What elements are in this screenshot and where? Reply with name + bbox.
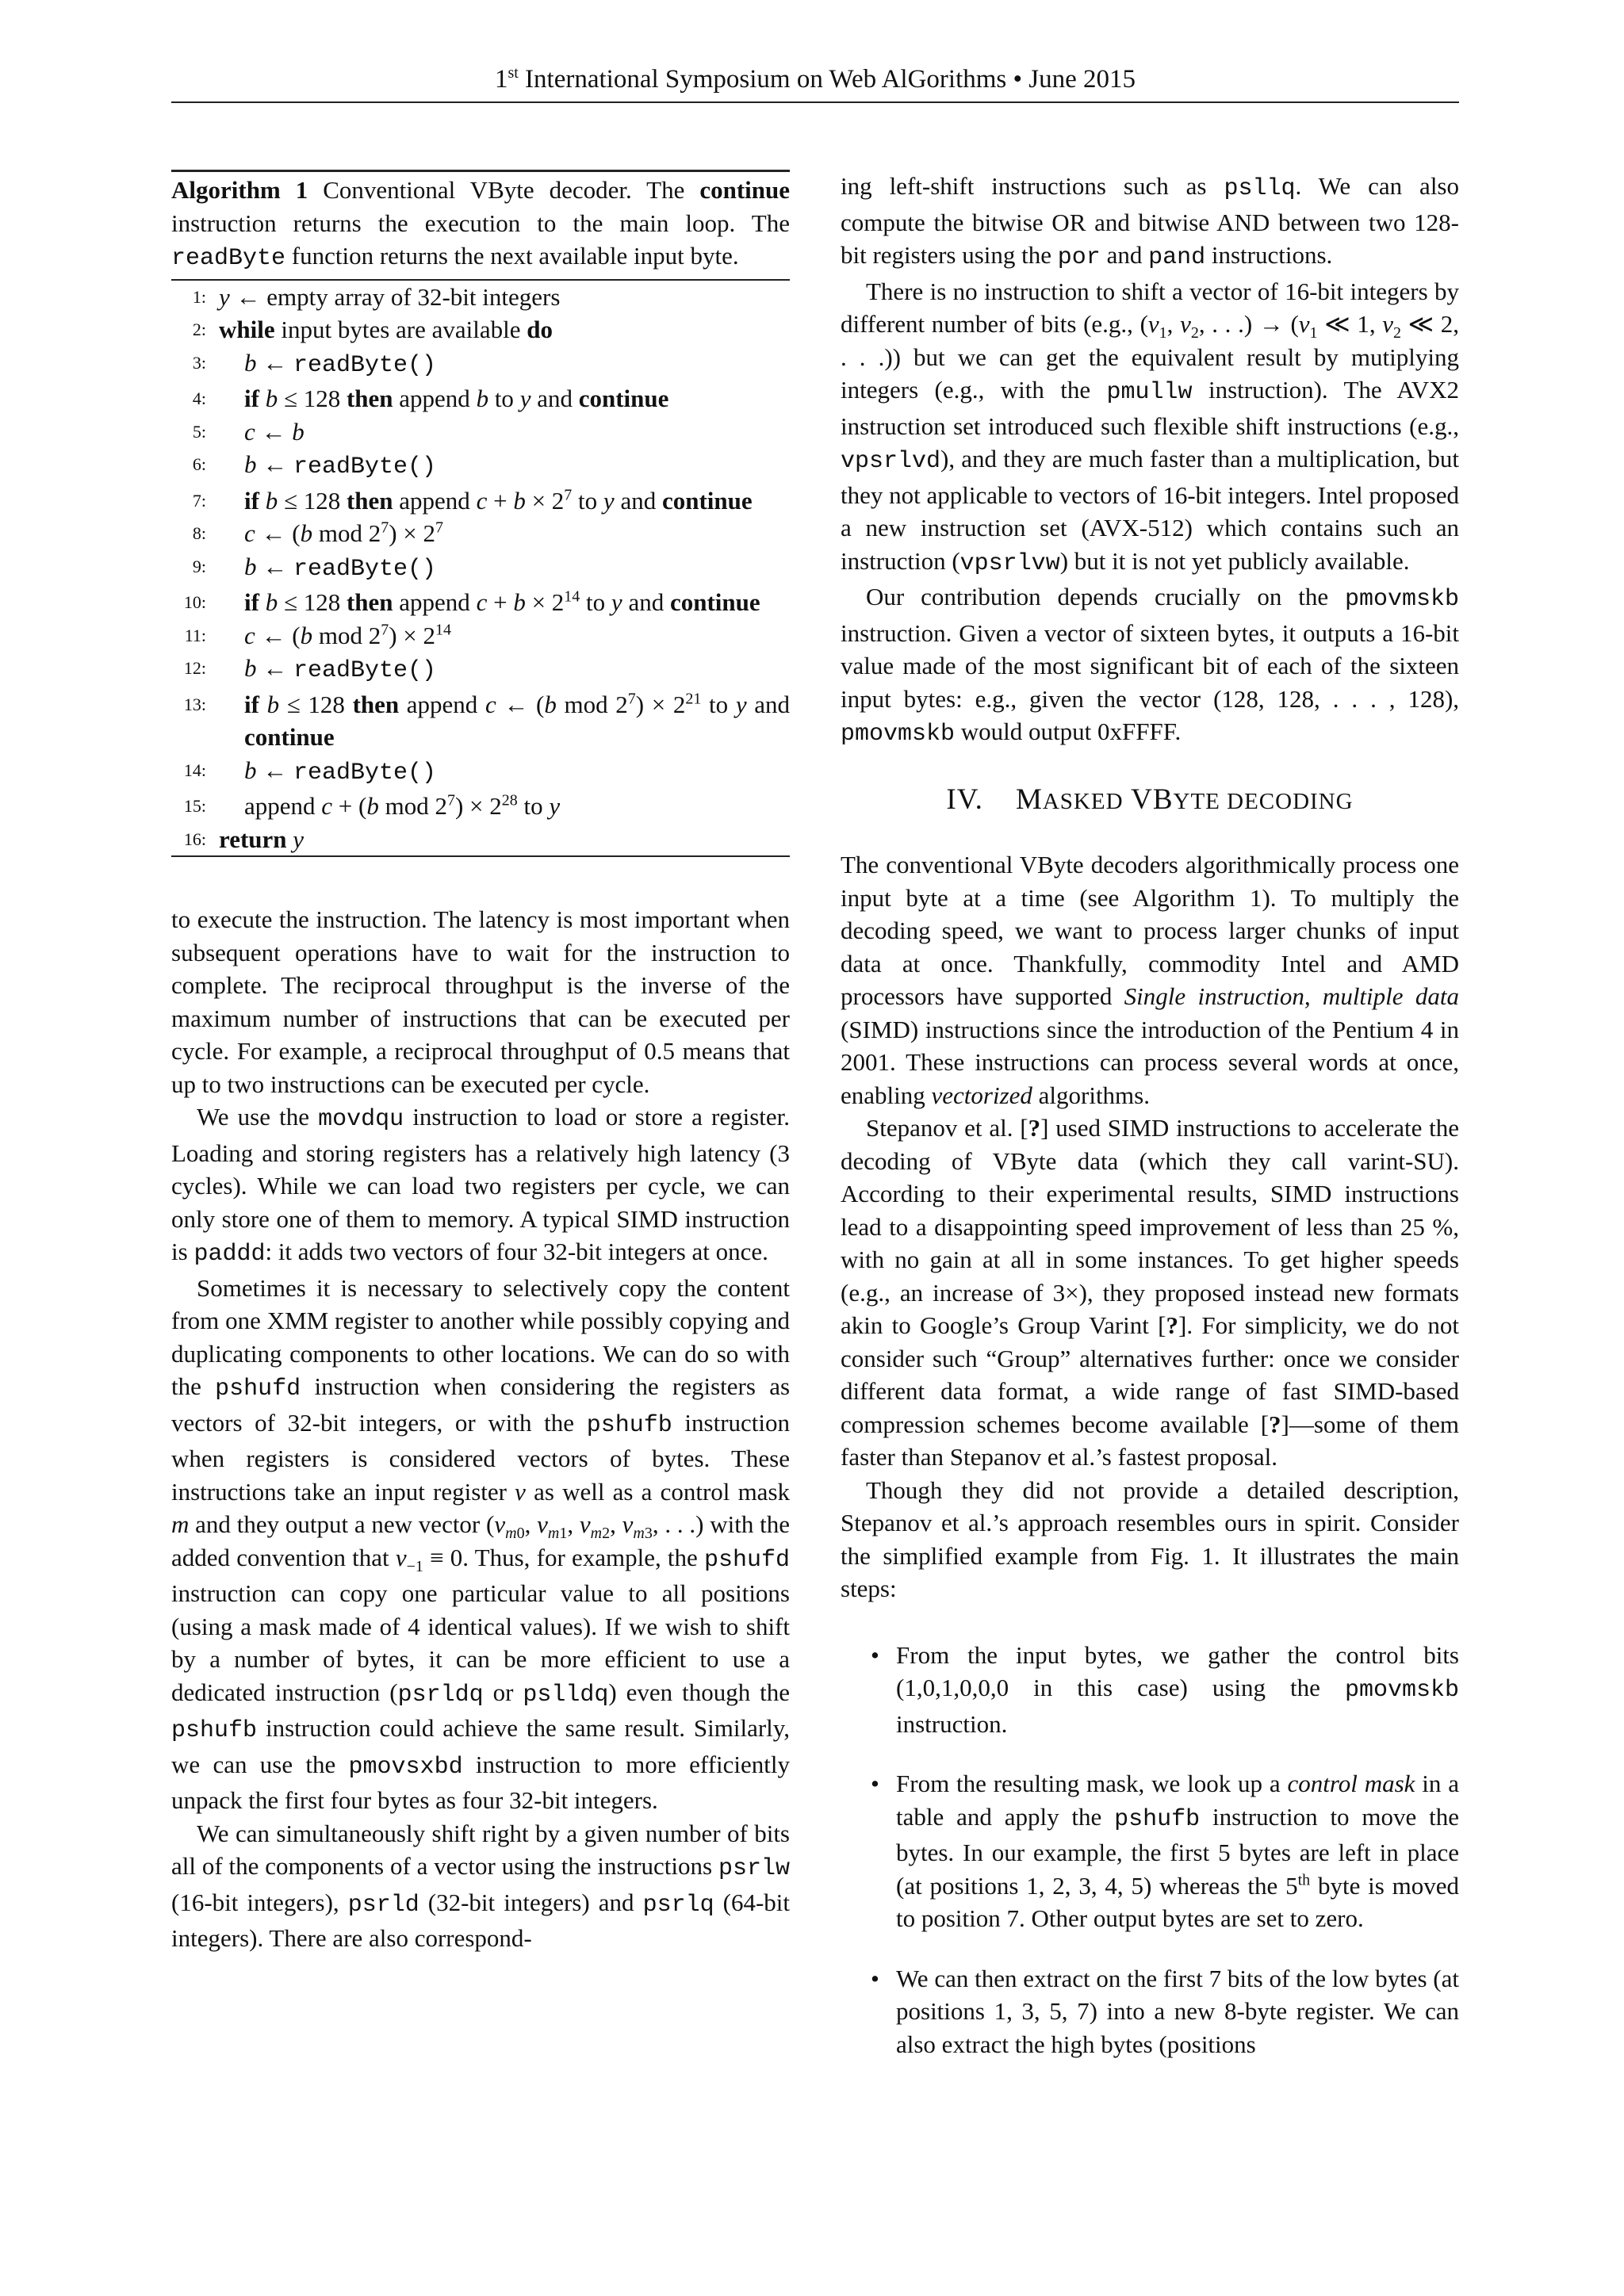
algorithm-line: 6: b ← readByte() xyxy=(192,450,437,480)
list-item: • From the resulting mask, we look up a control mask in a table and apply the pshufb instruction to move the bytes. In our example, the first 5 bytes are left in place (at positions 1, 2, 3, 4, 5) whereas the 5th byte is moved to position 7. Other output bytes are set to zero. xyxy=(871,1770,1460,1932)
running-header: 1st International Symposium on Web AlGorithms • June 2015 xyxy=(494,64,1136,94)
algorithm-line: 9: b ← readByte() xyxy=(192,552,437,583)
algorithm-line: 12: b ← readByte() xyxy=(183,654,437,684)
algorithm-line: 14: b ← readByte() xyxy=(183,756,437,786)
paragraph: ing left-shift instructions such as psllq. We can also compute the bitwise OR and bitwise AND between two 128-bit registers using the por and pand instructions. xyxy=(841,172,1459,271)
left-column xyxy=(171,170,790,1955)
algorithm-line: 5: c ← b xyxy=(192,417,304,446)
paragraph: There is no instruction to shift a vector of 16-bit integers by different number of bits (e.g., ($v_1$, $v_2$, . . .) → ($v_1$ ≪ 1, $v_2$ ≪ 2, . . .)) but we can get the equivalent result by mutiplying integers (e.g., with the pmullw instruction). The AVX2 instruction set introduced such flexible shift instructions (e.g., vpsrlvd), and they are much faster than a multiplication, but they not applicable to vectors of 16-bit integers. Intel proposed a new instruction set (AVX-512) which contains such an instruction (vpsrlvw) but it is not yet publicly available. xyxy=(841,277,1460,577)
algorithm-line: 16: return y xyxy=(183,825,304,853)
algorithm-line: 15: append c + (b mod $2^7) \times 2^{28}$ to y xyxy=(183,791,561,820)
paragraph: We can simultaneously shift right by a given number of bits all of the components of a vector using the instructions psrlw (16-bit integers), psrld (32-bit integers) and psrlq (64-bit integers). There are also correspond- xyxy=(171,1819,791,1952)
header-rule xyxy=(171,101,1459,103)
algorithm-line: 4: if b ≤ 128 then append b to y and continue xyxy=(192,385,669,412)
section-heading: IV. MASKED VBYTE DECODING xyxy=(946,783,1354,816)
algorithm-line: 11: c ← (b mod $2^7) \times 2^{14}$ xyxy=(184,621,452,649)
algorithm-line: 3: b ← readByte() xyxy=(192,348,437,379)
list-item: • From the input bytes, we gather the control bits (1,0,1,0,0,0 in this case) using the pmovmskb instruction. xyxy=(871,1640,1459,1738)
paragraph: We use the movdqu instruction to load or store a register. Loading and storing registers has a relatively high latency (3 cycles). While we can load two registers per cycle, we can only store one of them to memory. A typical SIMD instruction is paddd: it adds two vectors of four 32-bit integers at once. xyxy=(171,1103,791,1268)
algorithm-line: 13: if b ≤ 128 then append c ← (b mod $2^7) \times 2^{21}$ to y and continue xyxy=(183,690,790,751)
list-item: • We can then extract on the first 7 bits of the low bytes (at positions 1, 3, 5, 7) into a new 8-byte register. We can also extract the high bytes (positions xyxy=(871,1964,1459,2058)
algorithm-caption: Algorithm 1 Conventional VByte decoder. The continue instruction returns the execution to the main loop. The readByte function returns the next available input byte. xyxy=(171,172,790,281)
steps-list xyxy=(841,1639,1459,2061)
algorithm-line: 7: if b ≤ 128 then append $c + b \times 2^7$ to y and continue xyxy=(192,486,753,515)
paragraph: Stepanov et al. [?] used SIMD instructions to accelerate the decoding of VByte data (which they call varint-SU). According to their experimental results, SIMD instructions lead to a disappointing speed improvement of less than 25 %, with no gain at all in some instances. To get higher speeds (e.g., an increase of 3×), they proposed instead new formats akin to Google’s Group Varint [?]. For simplicity, we do not consider such “Group” alternatives further: once we consider different data format, a wide range of fast SIMD-based compression schemes become available [?]—some of them faster than Stepanov et al.’s fastest proposal. xyxy=(841,1114,1460,1471)
paragraph: Our contribution depends crucially on the pmovmskb instruction. Given a vector of sixteen bytes, it outputs a 16-bit value made of the most significant bit of each of the sixteen input bytes: e.g., given the vector (128, 128, . . . , 128), pmovmskb would output 0xFFFF. xyxy=(841,583,1460,748)
paragraph: The conventional VByte decoders algorithmically process one input byte at a time (see Algorithm 1). To multiply the decoding speed, we want to process larger chunks of input data at once. Thankfully, commodity Intel and AMD processors have supported Single instruction, multiple data (SIMD) instructions since the introduction of the Pentium 4 in 2001. These instructions can process several words at once, enabling vectorized algorithms. xyxy=(841,851,1459,1109)
algorithm-line: 8: c ← (b mod $2^7) \times 2^7$ xyxy=(192,519,444,547)
algorithm-box xyxy=(171,170,790,857)
paragraph: to execute the instruction. The latency is most important when subsequent operations have to wait for the instruction to complete. The reciprocal throughput is the inverse of the maximum number of instructions that can be executed per cycle. For example, a reciprocal throughput of 0.5 means that up to two instructions can be executed per cycle. xyxy=(171,905,790,1098)
algorithm-line: 10: if b ≤ 128 then append $c + b \times 2^{14}$ to y and continue xyxy=(183,587,760,616)
algorithm-line: 2: while input bytes are available do xyxy=(192,316,553,343)
algorithm-line: 1: y ← empty array of 32-bit integers xyxy=(192,282,561,311)
paragraph: Though they did not provide a detailed description, Stepanov et al.’s approach resembles ours in spirit. Consider the simplified example from Fig. 1. It illustrates the main steps: xyxy=(841,1475,1459,1602)
right-column xyxy=(841,170,1459,2061)
paragraph: Sometimes it is necessary to selectively copy the content from one XMM register to another while possibly copying and duplicating components to other locations. We can do so with the pshufd instruction when considering the registers as vectors of 32-bit integers, or with the pshufb instruction when registers is considered vectors of bytes. These instructions take an input register v as well as a control mask m and they output a new vector ($v_{m0}$, $v_{m1}$, $v_{m2}$, $v_{m3}$, . . .) with the added convention that $v_{-1} \equiv 0$. Thus, for example, the pshufd instruction can copy one particular value to all positions (using a mask made of 4 identical values). If we wish to shift by a number of bytes, it can be more efficient to use a dedicated instruction (psrldq or pslldq) even though the pshufb instruction could achieve the same result. Similarly, we can use the pmovsxbd instruction to more efficiently unpack the first four bytes as four 32-bit integers. xyxy=(171,1273,791,1814)
